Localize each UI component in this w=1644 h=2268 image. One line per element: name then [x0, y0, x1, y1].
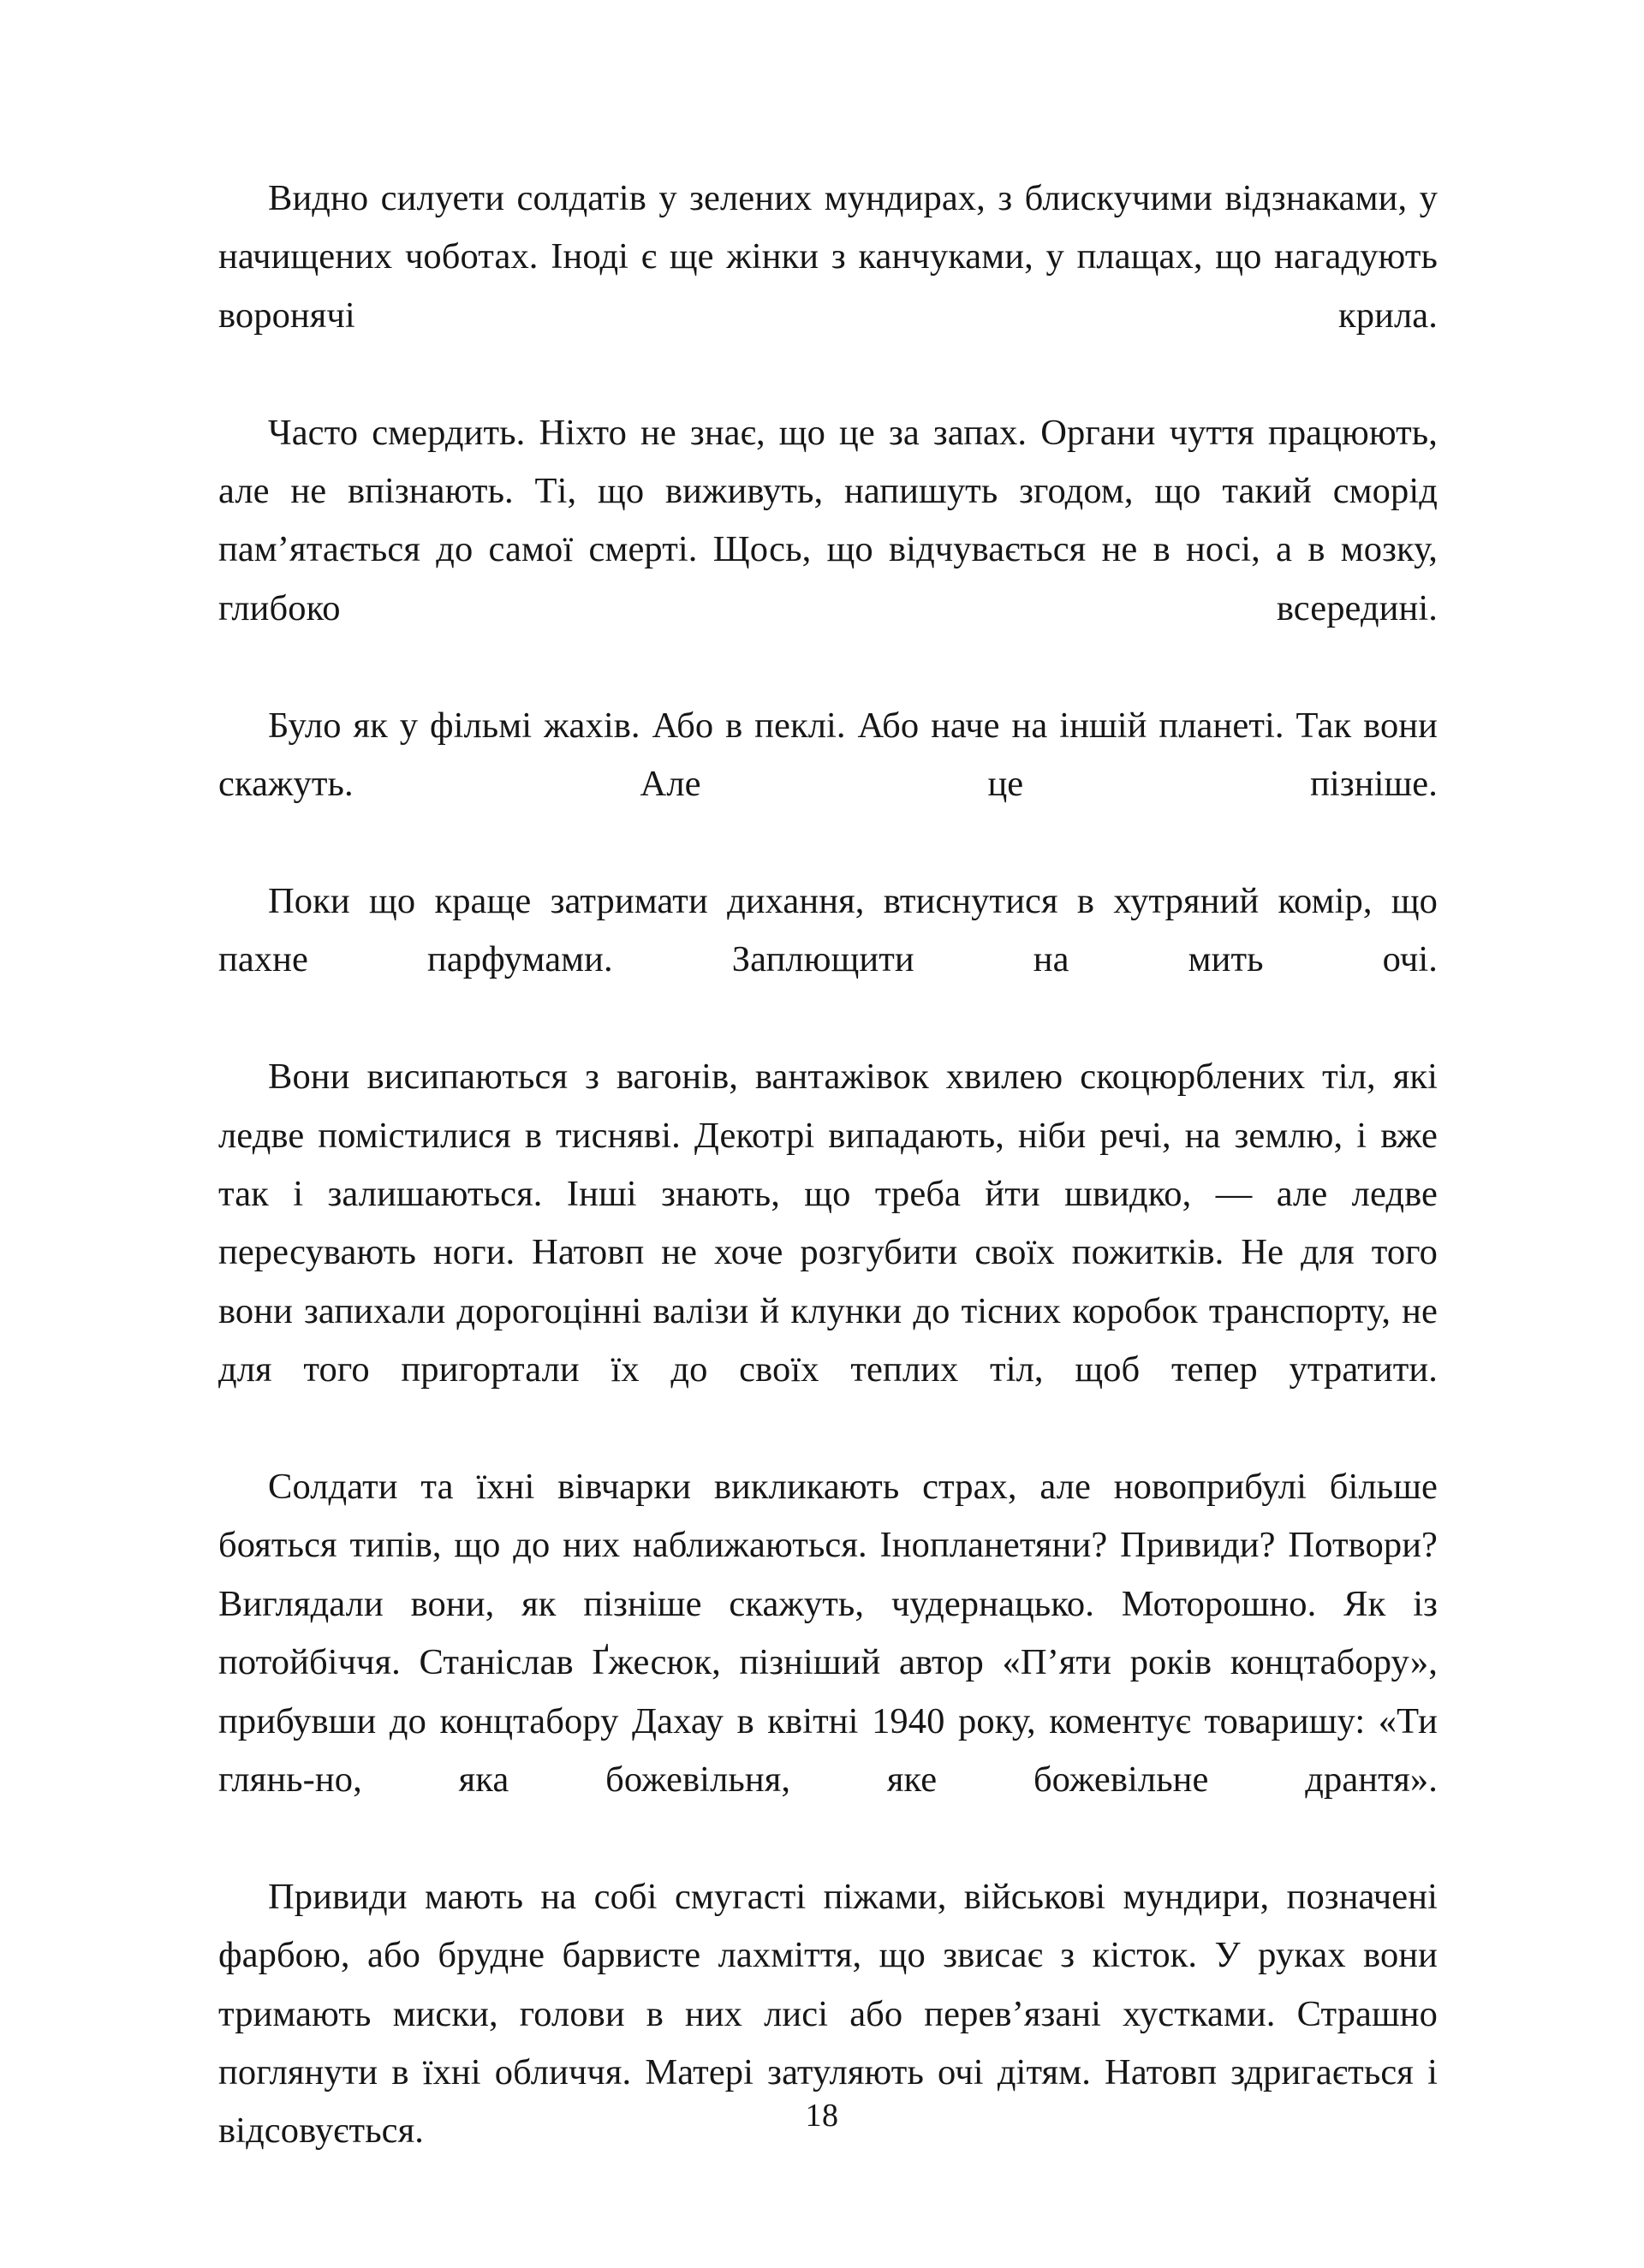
body-paragraph: Видно силуети солдатів у зелених мундирах, з блискучими відзнаками, у начищених чоботах. Іноді є ще жінки з канчуками, у плащах, що нагадують воронячі крила. — [218, 178, 1438, 336]
body-paragraph: Вони висипаються з вагонів, вантажівок хвилею скоцюрблених тіл, які ледве помістилися в тисняві. Декотрі випадають, ніби речі, на землю, і вже так і залишаються. Інші знають, що треба йти швидко, — але ледве пересувають ноги. Натовп не хоче розгубити своїх пожитків. Не для того вони запихали дорогоцінні валізи й клунки до тісних коробок транспорту, не для того пригортали їх до своїх теплих тіл, щоб тепер утратити. — [218, 1057, 1438, 1390]
body-paragraph: Привиди мають на собі смугасті піжами, військові мундири, позначені фарбою, або брудне барвисте лахміття, що звисає з кісток. У руках вони тримають миски, голови в них лисі або перев’язані хустками. Страшно поглянути в їхні обличчя. Матері затуляють очі дітям. Натовп здригається і відсовується. — [218, 1876, 1438, 2152]
page-number: 18 — [805, 2098, 839, 2134]
body-paragraph: Було як у фільмі жахів. Або в пеклі. Або наче на іншій планеті. Так вони скажуть. Але це пізніше. — [218, 705, 1438, 805]
body-paragraph: Поки що краще затримати дихання, втиснутися в хутряний комір, що пахне парфумами. Заплющити на мить очі. — [218, 880, 1438, 980]
body-text-column — [218, 170, 1438, 2219]
body-paragraph: Часто смердить. Ніхто не знає, що це за запах. Органи чуття працюють, але не впізнають. Ті, що виживуть, напишуть згодом, що такий сморід пам’ятається до самої смерті. Щось, що відчувається не в носі, а в мозку, глибоко всередині. — [218, 412, 1438, 628]
body-paragraph: Солдати та їхні вівчарки викликають страх, але новоприбулі більше бояться типів, що до них наближаються. Інопланетяни? Привиди? Потвори? Виглядали вони, як пізніше скажуть, чудернацько. Моторошно. Як із потойбіччя. Станіслав Ґжесюк, пізніший автор «П’яти років концтабору», прибувши до концтабору Дахау в квітні 1940 року, коментує товаришу: «Ти глянь-но, яка божевільня, яке божевільне дрантя». — [218, 1466, 1438, 1800]
